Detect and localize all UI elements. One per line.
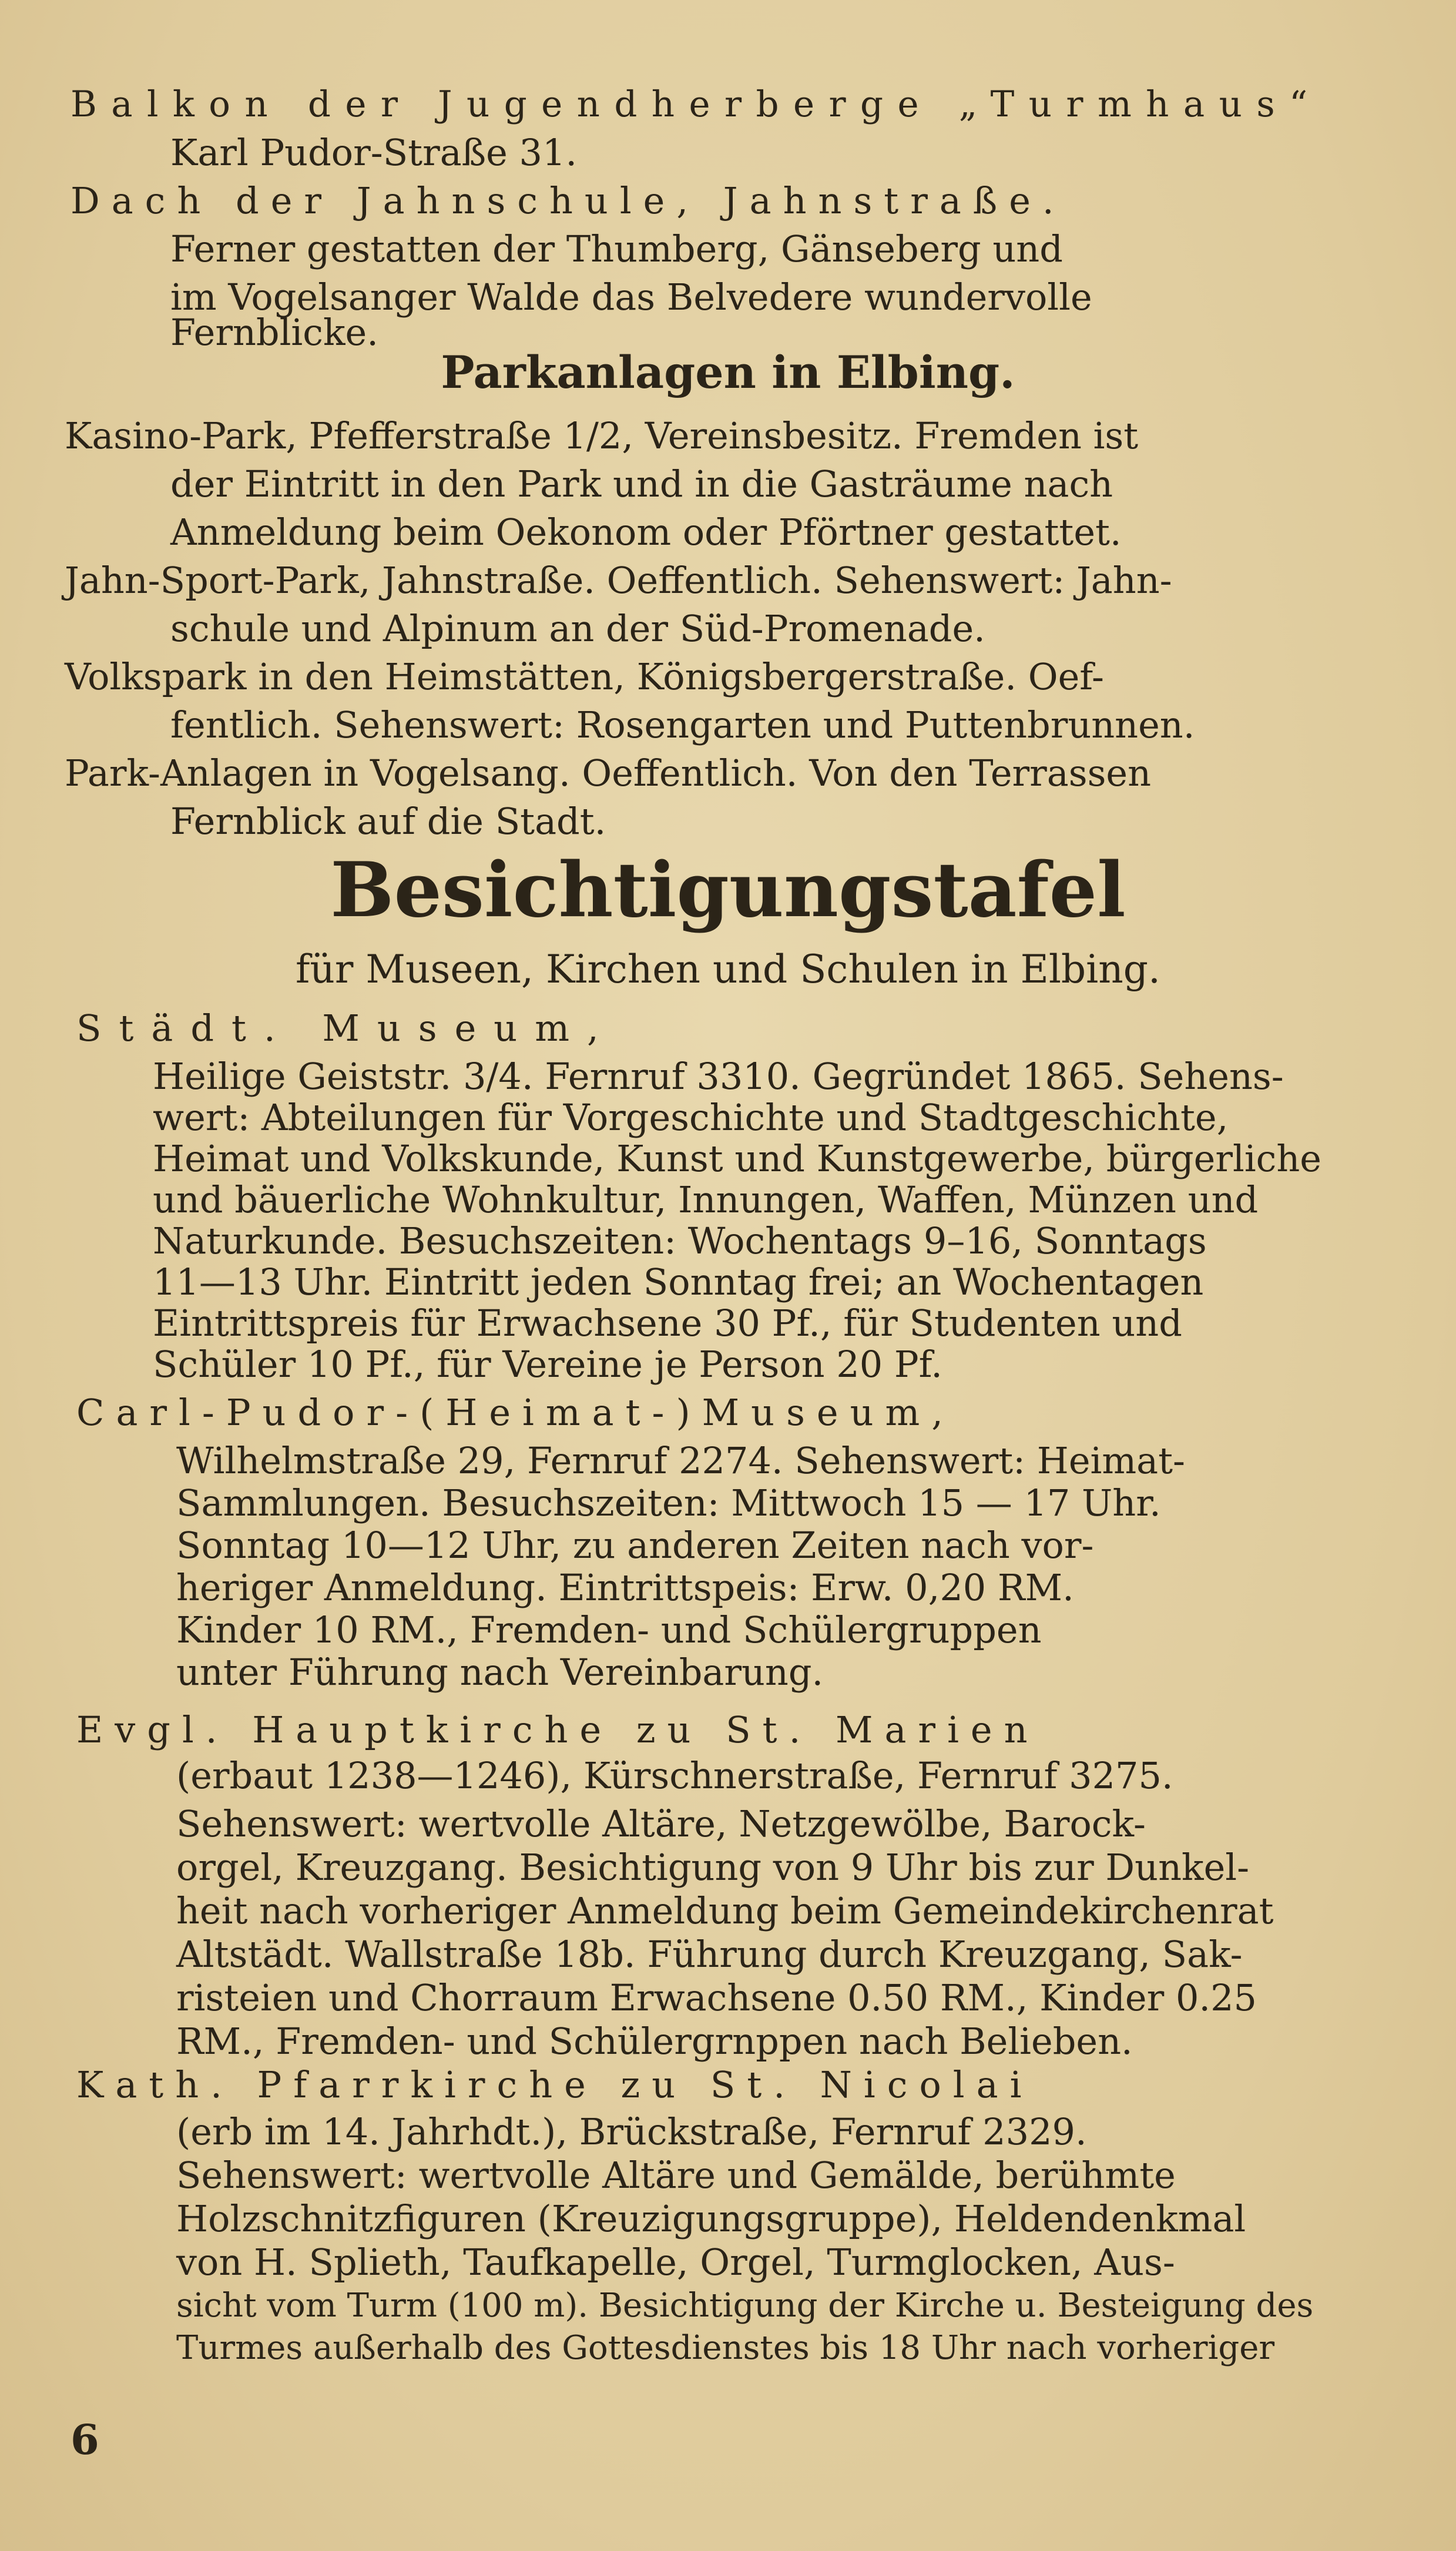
text-line: Heimat und Volkskunde, Kunst und Kunstgewerbe, bürgerliche [153,1137,1321,1180]
text-line: heit nach vorheriger Anmeldung beim Gemeindekirchenrat [176,1889,1274,1932]
text-line: Volkspark in den Heimstätten, Königsbergerstraße. Oef- [65,655,1104,698]
text-line: Balkon der Jugendherberge „Turmhaus“ [71,83,1322,125]
text-line: risteien und Chorraum Erwachsene 0.50 RM., Kinder 0.25 [176,1976,1257,2019]
section-heading-parks: Parkanlagen in Elbing. [441,346,1015,398]
text-line: Sammlungen. Besuchszeiten: Mittwoch 15 — 17 Uhr. [176,1481,1161,1524]
page-title: Besichtigungstafel [330,846,1126,934]
text-line: Kinder 10 RM., Fremden- und Schülergruppen [176,1608,1042,1651]
text-line: (erb im 14. Jahrhdt.), Brückstraße, Fernruf 2329. [176,2110,1087,2153]
text-line: Altstädt. Wallstraße 18b. Führung durch Kreuzgang, Sak- [176,1933,1243,1976]
text-line: Sehenswert: wertvolle Altäre, Netzgewölbe, Barock- [176,1802,1146,1845]
text-line: fentlich. Sehenswert: Rosengarten und Puttenbrunnen. [170,703,1195,746]
text-line: Wilhelmstraße 29, Fernruf 2274. Sehenswert: Heimat- [176,1439,1185,1482]
text-line: Jahn-Sport-Park, Jahnstraße. Oeffentlich. Sehenswert: Jahn- [65,559,1172,602]
text-line: schule und Alpinum an der Süd-Promenade. [170,607,985,650]
text-line: von H. Splieth, Taufkapelle, Orgel, Turmglocken, Aus- [176,2241,1175,2284]
text-line: Fernblicke. [170,311,378,354]
text-line: Holzschnitzfiguren (Kreuzigungsgruppe), Heldendenkmal [176,2197,1246,2240]
text-line: Anmeldung beim Oekonom oder Pförtner gestattet. [170,511,1122,554]
text-line: und bäuerliche Wohnkultur, Innungen, Waffen, Münzen und [153,1178,1259,1221]
entry-title: Evgl. Hauptkirche zu St. Marien [76,1708,1039,1751]
text-line: Sehenswert: wertvolle Altäre und Gemälde, berühmte [176,2154,1176,2197]
entry-title: Städt. Museum, [76,1007,616,1050]
text-line: Dach der Jahnschule, Jahnstraße. [71,179,1066,222]
text-line: wert: Abteilungen für Vorgeschichte und Stadtgeschichte, [153,1096,1229,1139]
text-line: orgel, Kreuzgang. Besichtigung von 9 Uhr bis zur Dunkel- [176,1846,1250,1889]
text-line: unter Führung nach Vereinbarung. [176,1651,824,1694]
text-line: RM., Fremden- und Schülergrnppen nach Belieben. [176,2020,1133,2063]
text-line: Fernblick auf die Stadt. [170,800,606,843]
text-line: sicht vom Turm (100 m). Besichtigung der Kirche u. Besteigung des [176,2287,1314,2325]
text-line: Naturkunde. Besuchszeiten: Wochentags 9–16, Sonntags [153,1219,1207,1262]
text-line: im Vogelsanger Walde das Belvedere wundervolle [170,276,1092,319]
text-line: Turmes außerhalb des Gottesdienstes bis 18 Uhr nach vorheriger [176,2329,1275,2367]
page-number: 6 [71,2415,99,2464]
text-line: (erbaut 1238—1246), Kürschnerstraße, Fernruf 3275. [176,1754,1173,1797]
text-line: Kasino-Park, Pfefferstraße 1/2, Vereinsbesitz. Fremden ist [65,414,1139,457]
page-subtitle: für Museen, Kirchen und Schulen in Elbing. [295,947,1161,992]
entry-title: Kath. Pfarrkirche zu St. Nicolai [76,2063,1034,2106]
text-line: der Eintritt in den Park und in die Gasträume nach [170,462,1113,505]
text-line: Schüler 10 Pf., für Vereine je Person 20 Pf. [153,1343,943,1386]
text-line: 11—13 Uhr. Eintritt jeden Sonntag frei; an Wochentagen [153,1261,1204,1303]
text-line: Park-Anlagen in Vogelsang. Oeffentlich. Von den Terrassen [65,752,1152,795]
text-line: Karl Pudor-Straße 31. [170,131,578,174]
text-line: Eintrittspreis für Erwachsene 30 Pf., für Studenten und [153,1302,1182,1345]
text-line: Ferner gestatten der Thumberg, Gänseberg und [170,227,1063,270]
text-line: heriger Anmeldung. Eintrittspeis: Erw. 0,20 RM. [176,1566,1074,1609]
text-line: Heilige Geiststr. 3/4. Fernruf 3310. Gegründet 1865. Sehens- [153,1055,1284,1098]
text-line: Sonntag 10—12 Uhr, zu anderen Zeiten nach vor- [176,1524,1094,1567]
entry-title: Carl-Pudor-(Heimat-)Museum, [76,1391,955,1434]
